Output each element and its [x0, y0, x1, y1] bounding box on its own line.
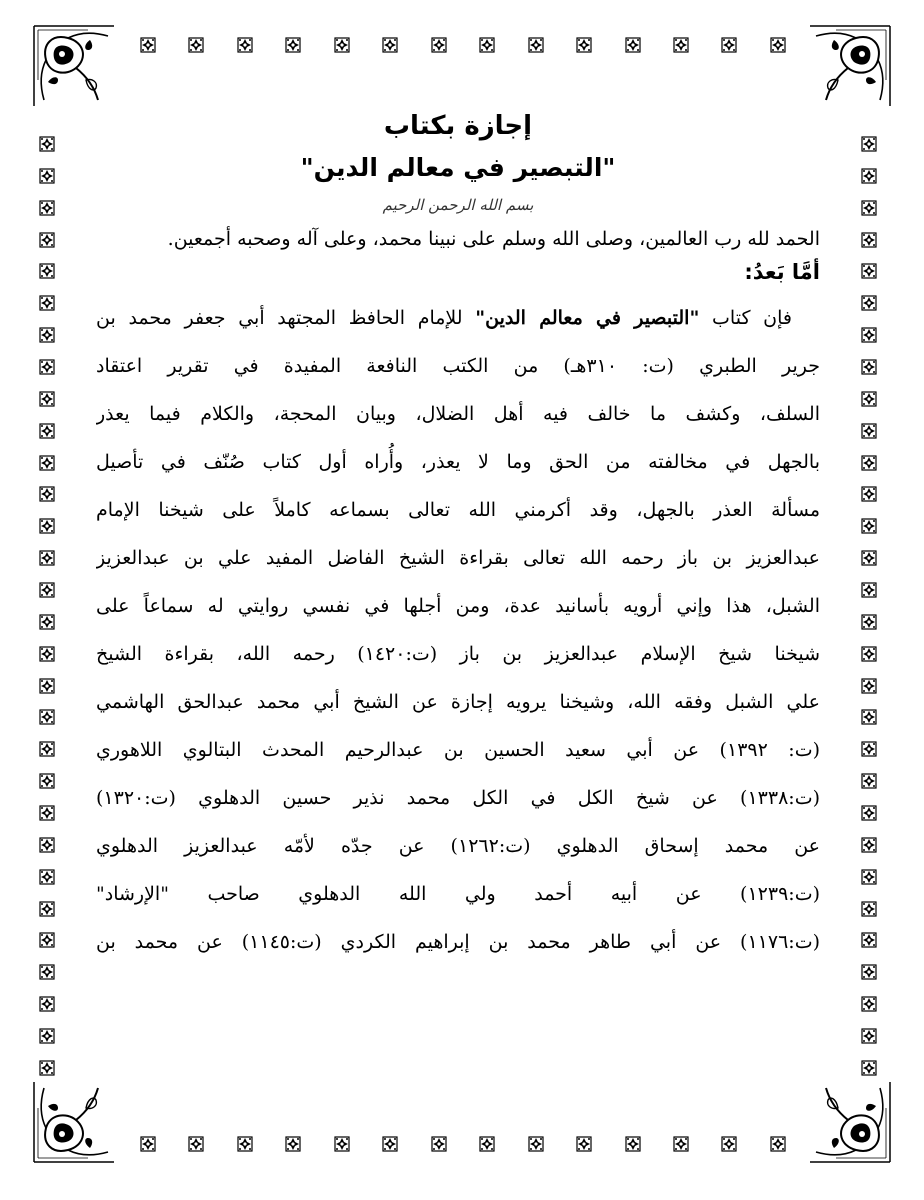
floral-square-mark-icon — [39, 901, 55, 917]
floral-square-mark-icon — [861, 901, 877, 917]
floral-square-mark-icon — [861, 455, 877, 471]
body-line: عبدالعزيز بن باز رحمه الله تعالى بقراءة الشيخ الفاضل المفيد علي بن عبدالعزيز — [96, 547, 820, 569]
floral-square-mark-icon — [39, 550, 55, 566]
floral-square-mark-icon — [39, 614, 55, 630]
arabesque-corner-icon — [804, 20, 896, 112]
floral-square-mark-icon — [39, 327, 55, 343]
floral-square-mark-icon — [861, 837, 877, 853]
floral-square-mark-icon — [334, 37, 350, 53]
floral-square-mark-icon — [861, 996, 877, 1012]
floral-square-mark-icon — [861, 391, 877, 407]
floral-square-mark-icon — [673, 37, 689, 53]
floral-square-mark-icon — [673, 1136, 689, 1152]
title-line-2: "التبصير في معالم الدين" — [300, 153, 616, 182]
floral-square-mark-icon — [39, 168, 55, 184]
floral-square-mark-icon — [479, 1136, 495, 1152]
body-line: مسألة العذر بالجهل، وقد أكرمني الله تعالى بسماعه كاملاً على شيخنا الإمام — [96, 499, 820, 521]
floral-square-mark-icon — [39, 518, 55, 534]
floral-square-mark-icon — [861, 964, 877, 980]
floral-square-mark-icon — [861, 423, 877, 439]
body-text — [96, 294, 820, 966]
body-line-rest: للإمام الحافظ المجتهد أبي جعفر محمد بن — [96, 307, 476, 329]
floral-square-mark-icon — [861, 1060, 877, 1076]
floral-square-mark-icon — [861, 136, 877, 152]
floral-square-mark-icon — [770, 1136, 786, 1152]
floral-square-mark-icon — [431, 1136, 447, 1152]
floral-square-mark-icon — [39, 1060, 55, 1076]
floral-square-mark-icon — [285, 37, 301, 53]
body-line: السلف، وكشف ما خالف فيه أهل الضلال، وبيان المحجة، والكلام فيما يعذر — [96, 403, 820, 425]
floral-square-mark-icon — [576, 1136, 592, 1152]
floral-square-mark-icon — [39, 232, 55, 248]
floral-square-mark-icon — [39, 996, 55, 1012]
floral-square-mark-icon — [39, 964, 55, 980]
floral-square-mark-icon — [39, 136, 55, 152]
opening-praise: الحمد لله رب العالمين، وصلى الله وسلم على نبينا محمد، وعلى آله وصحبه أجمعين. — [167, 228, 820, 250]
floral-square-mark-icon — [39, 295, 55, 311]
floral-square-mark-icon — [861, 232, 877, 248]
floral-square-mark-icon — [861, 869, 877, 885]
floral-square-mark-icon — [39, 423, 55, 439]
floral-square-mark-icon — [188, 1136, 204, 1152]
floral-square-mark-icon — [861, 1028, 877, 1044]
body-line: جرير الطبري (ت: ٣١٠هـ) من الكتب النافعة المفيدة في تقرير اعتقاد — [96, 355, 820, 377]
body-line: الشبل، هذا وإني أرويه بأسانيد عدة، ومن أجلها في نفسي روايتي له سماعاً على — [96, 595, 820, 617]
floral-square-mark-icon — [721, 37, 737, 53]
border-left — [36, 136, 58, 1076]
floral-square-mark-icon — [39, 582, 55, 598]
body-line: (ت:١٢٣٩) عن أبيه أحمد ولي الله الدهلوي صاحب "الإرشاد" — [96, 883, 820, 905]
floral-square-mark-icon — [528, 1136, 544, 1152]
floral-square-mark-icon — [528, 37, 544, 53]
floral-square-mark-icon — [39, 805, 55, 821]
floral-square-mark-icon — [861, 678, 877, 694]
body-line: (ت: ١٣٩٢) عن أبي سعيد الحسين بن عبدالرحيم المحدث البتالوي اللاهوري — [96, 739, 820, 761]
floral-square-mark-icon — [861, 486, 877, 502]
body-line: شيخنا شيخ الإسلام عبدالعزيز بن باز (ت:١٤٢٠) رحمه الله، بقراءة الشيخ — [96, 643, 820, 665]
body-line — [96, 294, 820, 342]
body-line: عن محمد إسحاق الدهلوي (ت:١٢٦٢) عن جدّه لأمّه عبدالعزيز الدهلوي — [96, 835, 820, 857]
floral-square-mark-icon — [861, 932, 877, 948]
title-line-1: إجازة بكتاب — [383, 111, 533, 141]
floral-square-mark-icon — [861, 773, 877, 789]
floral-square-mark-icon — [861, 550, 877, 566]
floral-square-mark-icon — [39, 1028, 55, 1044]
body-line: علي الشبل وفقه الله، وشيخنا يرويه إجازة عن الشيخ أبي محمد عبدالحق الهاشمي — [96, 691, 820, 713]
border-bottom — [140, 1133, 786, 1155]
basmala-calligraphy: بسم الله الرحمن الرحيم — [382, 196, 534, 214]
floral-square-mark-icon — [334, 1136, 350, 1152]
floral-square-mark-icon — [39, 455, 55, 471]
floral-square-mark-icon — [39, 263, 55, 279]
floral-square-mark-icon — [140, 1136, 156, 1152]
floral-square-mark-icon — [39, 932, 55, 948]
arabesque-corner-icon — [28, 20, 120, 112]
floral-square-mark-icon — [625, 1136, 641, 1152]
floral-square-mark-icon — [39, 486, 55, 502]
floral-square-mark-icon — [861, 359, 877, 375]
floral-square-mark-icon — [770, 37, 786, 53]
floral-square-mark-icon — [39, 773, 55, 789]
floral-square-mark-icon — [861, 646, 877, 662]
floral-square-mark-icon — [285, 1136, 301, 1152]
body-line: بالجهل في مخالفته من الحق وما لا يعذر، وأُراه أول كتاب صُنّف في تأصيل — [96, 451, 820, 473]
floral-square-mark-icon — [39, 837, 55, 853]
floral-square-mark-icon — [861, 805, 877, 821]
floral-square-mark-icon — [237, 37, 253, 53]
floral-square-mark-icon — [237, 1136, 253, 1152]
floral-square-mark-icon — [625, 37, 641, 53]
floral-square-mark-icon — [140, 37, 156, 53]
floral-square-mark-icon — [431, 37, 447, 53]
body-line: (ت:١١٧٦) عن أبي طاهر محمد بن إبراهيم الكردي (ت:١١٤٥) عن محمد بن — [96, 931, 820, 953]
body-line-start: فإن كتاب — [699, 307, 792, 329]
floral-square-mark-icon — [861, 614, 877, 630]
floral-square-mark-icon — [861, 327, 877, 343]
floral-square-mark-icon — [382, 1136, 398, 1152]
floral-square-mark-icon — [861, 295, 877, 311]
floral-square-mark-icon — [39, 678, 55, 694]
floral-square-mark-icon — [861, 168, 877, 184]
floral-square-mark-icon — [861, 518, 877, 534]
floral-square-mark-icon — [479, 37, 495, 53]
amma-baad-heading: أمَّا بَعدُ: — [744, 260, 820, 284]
floral-square-mark-icon — [861, 582, 877, 598]
floral-square-mark-icon — [861, 200, 877, 216]
floral-square-mark-icon — [382, 37, 398, 53]
floral-square-mark-icon — [39, 359, 55, 375]
floral-square-mark-icon — [861, 263, 877, 279]
body-line: (ت:١٣٣٨) عن شيخ الكل في الكل محمد نذير حسين الدهلوي (ت:١٣٢٠) — [96, 787, 820, 809]
floral-square-mark-icon — [861, 709, 877, 725]
floral-square-mark-icon — [39, 741, 55, 757]
floral-square-mark-icon — [39, 646, 55, 662]
document-content — [96, 104, 820, 966]
floral-square-mark-icon — [39, 391, 55, 407]
floral-square-mark-icon — [39, 200, 55, 216]
border-right — [858, 136, 880, 1076]
floral-square-mark-icon — [39, 869, 55, 885]
floral-square-mark-icon — [861, 741, 877, 757]
arabesque-corner-icon — [804, 1076, 896, 1168]
arabesque-corner-icon — [28, 1076, 120, 1168]
floral-square-mark-icon — [39, 709, 55, 725]
floral-square-mark-icon — [721, 1136, 737, 1152]
border-top — [140, 34, 786, 56]
floral-square-mark-icon — [576, 37, 592, 53]
floral-square-mark-icon — [188, 37, 204, 53]
book-title-inline: "التبصير في معالم الدين" — [475, 307, 700, 329]
